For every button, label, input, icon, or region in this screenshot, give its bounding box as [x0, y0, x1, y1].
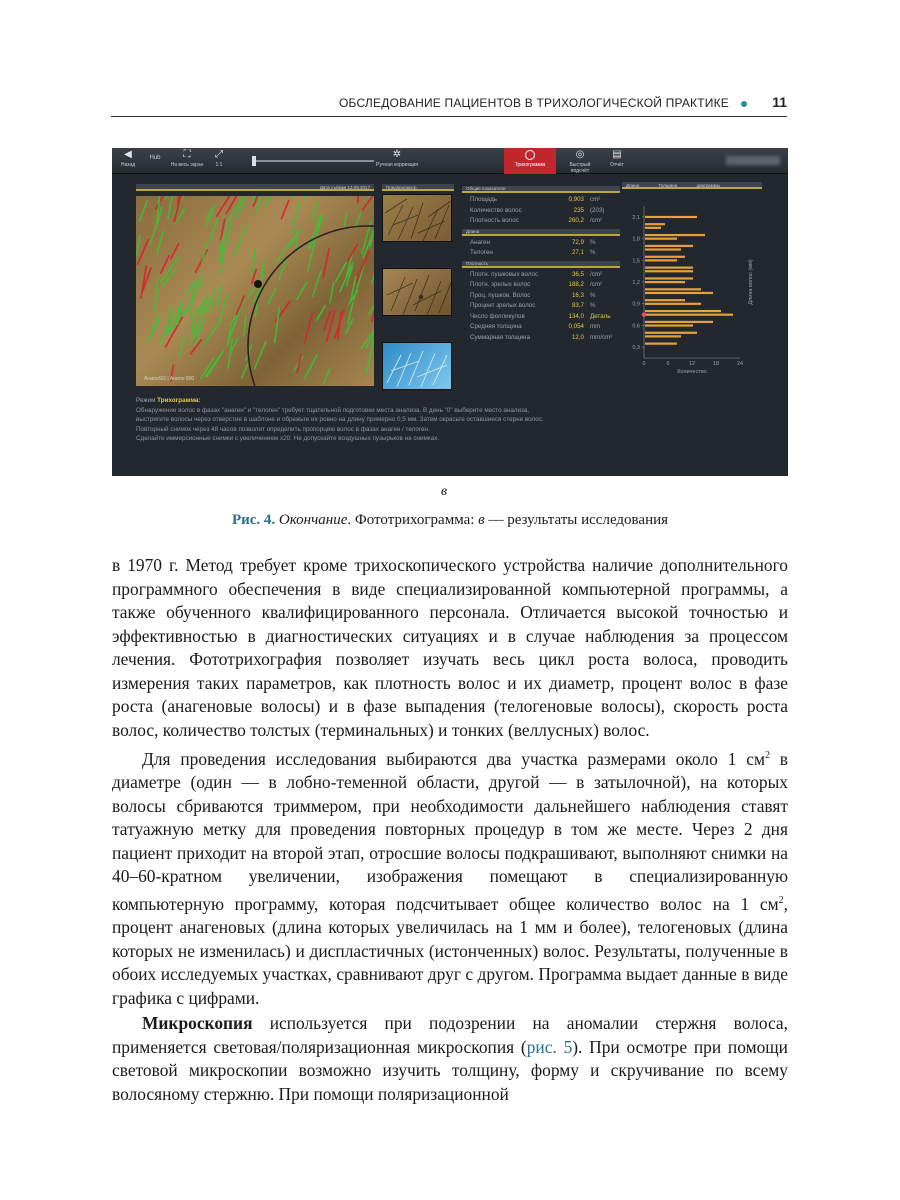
- stat-value: 188,2: [568, 281, 584, 288]
- threshold-marker: [642, 312, 646, 316]
- p2-sup-2: 2: [778, 894, 784, 906]
- stat-label: Процент зрелых волос: [470, 302, 536, 309]
- length-header: Длина: [462, 229, 620, 236]
- telogen-hair-mark: [347, 245, 357, 262]
- histogram-bar: [645, 256, 685, 258]
- y-axis-label: Длина волос (мм): [748, 259, 754, 305]
- mode-instructions: [136, 396, 756, 444]
- telogen-hair-mark: [360, 196, 373, 213]
- anagen-hair-mark: [243, 315, 245, 336]
- tattoo-mark: [254, 280, 262, 288]
- anagen-hair-mark: [242, 361, 249, 378]
- telogen-hair-mark: [358, 196, 361, 202]
- stat-value: 235: [573, 206, 584, 214]
- telogen-hair-mark: [356, 251, 369, 281]
- blurred-user-info: [726, 156, 780, 165]
- mode-line: [136, 396, 756, 406]
- back-label: Назад: [120, 162, 136, 168]
- x-tick-label: 0: [642, 361, 646, 367]
- general-rows: [462, 195, 620, 227]
- telogen-hair-mark: [196, 250, 207, 272]
- zoom-slider[interactable]: [254, 160, 374, 162]
- header-dot-icon: [741, 101, 747, 107]
- anagen-hair-mark: [139, 201, 147, 221]
- anagen-hair-mark: [372, 251, 374, 283]
- trichogram-icon: [525, 150, 535, 160]
- telogen-hair-mark: [161, 256, 169, 273]
- histogram-bar: [645, 216, 697, 218]
- stat-value: 72,9: [571, 238, 584, 246]
- stat-unit: /cm²: [590, 281, 603, 288]
- histogram-bar: [645, 288, 701, 290]
- quick-count-label: Быстрый подсчёт: [569, 162, 591, 174]
- stat-unit: %: [590, 249, 596, 256]
- anagen-hair-mark: [262, 260, 264, 277]
- anagen-hair-mark: [228, 223, 230, 244]
- figure-rest: . Фототрихограмма:: [347, 512, 479, 528]
- thumb-hairs-1: [383, 195, 452, 242]
- preview-label: Предпросмотр: [386, 185, 417, 190]
- figure-5-link[interactable]: рис. 5: [526, 1036, 573, 1057]
- arrow-left-icon: ◀: [124, 149, 132, 160]
- y-tick-label: 0,3: [632, 345, 640, 352]
- mode-prefix: Режим: [136, 397, 156, 404]
- fullscreen-button[interactable]: [170, 150, 204, 168]
- y-tick-label: 0,9: [632, 301, 640, 308]
- zoom-label: 1:1: [215, 162, 223, 168]
- stat-row: [462, 291, 620, 302]
- anagen-hair-mark: [275, 308, 280, 343]
- stat-row: [462, 280, 620, 291]
- y-tick-label: 0,6: [632, 323, 640, 330]
- stat-label: Телоген: [470, 249, 493, 256]
- stat-value: 27,1: [571, 249, 584, 256]
- hub-label: Hub: [149, 155, 161, 161]
- date-label: Дата съёмки: [319, 185, 347, 190]
- histogram-bar: [645, 310, 721, 312]
- hub-button[interactable]: [144, 155, 166, 161]
- histogram-bar: [645, 281, 685, 283]
- figure-caption: [112, 512, 788, 529]
- anagen-hair-mark: [288, 229, 301, 247]
- instruction-line-2: выстригите волосы через отверстие в шаблоне и обрежьте их ровно на длину примерно 0,5 мм. Затем окрасьте оставшиеся стерни волос.: [136, 416, 544, 424]
- wrench-icon: ✲: [392, 149, 402, 160]
- stat-label: Количество волос: [470, 206, 522, 214]
- fullscreen-label: На весь экран: [170, 162, 204, 168]
- mode-name: Трихограмма:: [157, 397, 201, 404]
- hair-overlay: [136, 196, 374, 386]
- x-tick-label: 18: [712, 361, 720, 367]
- anagen-hair-mark: [344, 214, 346, 228]
- anagen-hair-mark: [355, 211, 361, 228]
- anagen-hair-mark: [268, 289, 275, 304]
- chart-tab-length[interactable]: Длина: [626, 183, 640, 188]
- count-icon: ◎: [575, 149, 585, 160]
- anagen-hair-mark: [317, 305, 326, 320]
- stat-label: Плотность волос: [470, 217, 519, 224]
- anagen-hair-mark: [226, 205, 237, 224]
- stat-row: [462, 301, 620, 312]
- p3-part-b: ). При осмотре при помощи световой микроскопии возможно изучить толщину, форму и скручивание по всему волосяному стержню. При помощи поляризационной: [112, 1036, 788, 1104]
- anagen-hair-mark: [147, 320, 159, 341]
- histogram-bar: [645, 270, 693, 272]
- histogram-bar: [645, 332, 697, 334]
- stat-value: 83,7: [571, 302, 584, 309]
- anagen-hair-mark: [252, 250, 255, 274]
- anagen-hair-mark: [309, 215, 322, 248]
- stat-unit: mm: [590, 323, 601, 330]
- histogram-bar: [645, 248, 681, 250]
- anagen-hair-mark: [292, 202, 300, 232]
- quick-count-button[interactable]: [560, 150, 600, 174]
- p3-bold-term: Микроскопия: [142, 1013, 253, 1034]
- stat-row: [462, 238, 620, 249]
- length-histogram: [622, 192, 772, 396]
- p2-part-b: в диаметре (один — в лобно-теменной области, другой — в затылочной), на которых волосы сбриваются триммером, при необходимости дальнейшего наблюдения ставят татуажную метку для проведения повторных процедур в том же месте. Через 2 дня пациент приходит на второй этап, отросшие волосы подкрашивают, выполняют снимки на 40–60-кратном увеличении, изображения помещают в специализированную компьютерную программу, которая подсчитывает общее количество волос на 1 см: [112, 748, 789, 914]
- p2-sup-1: 2: [764, 750, 770, 761]
- figure-tail: — результаты исследования: [484, 512, 669, 528]
- stat-label: Средняя толщина: [470, 323, 522, 330]
- histogram-bar: [645, 245, 693, 247]
- stat-label: Анаген: [470, 238, 490, 246]
- body-text: [112, 554, 788, 1106]
- figure-letter: в: [441, 484, 448, 499]
- x-tick-label: 24: [736, 361, 744, 367]
- preview-thumbnail-2[interactable]: [382, 268, 452, 316]
- histogram-bar: [645, 234, 705, 236]
- histogram-bar: [645, 259, 677, 261]
- anagen-hair-mark: [157, 231, 163, 254]
- fullscreen-icon: ⛶: [183, 149, 191, 160]
- x-tick-label: 12: [688, 361, 696, 367]
- histogram-bar: [645, 292, 713, 294]
- anagen-hair-mark: [234, 226, 246, 256]
- stat-row: [462, 322, 620, 333]
- stat-row: [462, 312, 620, 323]
- stat-unit: %: [590, 302, 596, 309]
- anagen-hair-mark: [220, 295, 226, 321]
- telogen-hair-mark: [327, 311, 335, 341]
- anagen-hair-mark: [265, 196, 278, 206]
- anagen-hair-mark: [155, 278, 158, 310]
- anagen-hair-mark: [136, 235, 140, 256]
- histogram-bar: [645, 321, 713, 323]
- stat-row: [462, 216, 620, 227]
- anagen-hair-mark: [206, 351, 224, 376]
- printer-icon: ▤: [612, 149, 622, 160]
- histogram-bar: [645, 343, 677, 345]
- trichogram-tab[interactable]: [504, 148, 556, 174]
- y-tick-label: 1,5: [632, 258, 640, 265]
- paragraph-2: [112, 744, 788, 1010]
- telogen-hair-mark: [305, 313, 313, 342]
- capture-date: 13.09.2017: [347, 185, 370, 190]
- anagen-hair-mark: [195, 275, 204, 288]
- anagen-hair-mark: [304, 196, 315, 199]
- anagen-hair-mark: [276, 239, 292, 262]
- stat-unit: cm²: [590, 196, 601, 203]
- thumb-hairs-3: [383, 343, 452, 390]
- image-watermark: AramoSG | Aramo 800: [144, 376, 195, 382]
- density-header: Плотность: [462, 261, 620, 268]
- slider-knob[interactable]: [252, 156, 256, 166]
- stat-value: 134,0: [568, 312, 584, 320]
- histogram-bar: [645, 223, 665, 225]
- histogram-bar: [645, 238, 677, 240]
- figure-emph: Окончание: [278, 512, 348, 528]
- instruction-line-4: Сделайте иммерсионные снимки с увеличением x20. Не допускайте воздушных пузырьков на снимках.: [136, 435, 440, 443]
- trichogram-label: Трихограмма: [514, 162, 546, 168]
- stat-row: [462, 248, 620, 259]
- y-tick-label: 2,1: [632, 214, 640, 221]
- x-tick-label: 6: [666, 361, 670, 367]
- x-axis-label: Количество: [677, 369, 707, 375]
- anagen-hair-mark: [204, 321, 221, 344]
- instruction-line-3: Повторный снимок через 48 часов позволит определить пропорцию волос в фазах анаген / телоген.: [136, 425, 430, 433]
- stat-label: Площадь: [470, 196, 497, 203]
- preview-thumbnail-3[interactable]: [382, 342, 452, 390]
- anagen-hair-mark: [340, 263, 353, 292]
- p2-part-c: , процент анагеновых (длина которых увеличилась на 1 мм и более), телогеновых (длина которых не изменилась) и диспластичных (истонченных) волос. Результаты, полученные в обоих исследуемых участках, сравнивают друг с другом. Программа выдает данные в виде графика с цифрами.: [112, 893, 788, 1008]
- stat-label: Проц. пушков. Волос: [470, 291, 531, 299]
- stat-value: 36,5: [571, 270, 584, 278]
- anagen-hair-mark: [330, 283, 334, 303]
- stat-value: 0,054: [568, 323, 584, 330]
- image-header-bar: [136, 184, 374, 191]
- running-header: [111, 93, 787, 117]
- trichoscopy-image[interactable]: [136, 196, 374, 386]
- figure-ref: Рис. 4.: [231, 512, 276, 528]
- chart-tabs-bar: [622, 182, 762, 189]
- y-tick-label: 1,2: [632, 280, 640, 286]
- stat-label: Суммарная толщина: [470, 333, 530, 341]
- stat-value: 12,0: [571, 333, 584, 341]
- anagen-hair-mark: [323, 369, 329, 384]
- preview-thumbnail-1[interactable]: [382, 194, 452, 242]
- y-tick-label: 1,8: [632, 236, 640, 243]
- length-rows: [462, 238, 620, 259]
- anagen-hair-mark: [255, 342, 266, 369]
- preview-header-bar: [382, 184, 454, 191]
- stat-value: 16,3: [571, 291, 584, 299]
- p3-part-a: используется при подозрении на аномалии стержня волоса, применяется световая/поляризационная микроскопия (: [112, 1013, 788, 1057]
- stat-row: [462, 206, 620, 217]
- histogram-bar: [645, 227, 661, 229]
- stat-label: Число фолликулов: [470, 312, 525, 320]
- instruction-line-1: Обнаружение волос в фазах "анаген" и "телоген" требует тщательной подготовки места анализа. В день "0" выберите место анализа,: [136, 406, 530, 414]
- paragraph-1: в 1970 г. Метод требует кроме трихоскопического устройства наличие дополнительного программного обеспечения в виде специализированной компьютерной программы, а также обученного квалифицированного персонала. Отличается высокой точностью и эффективностью в диагностических ситуациях и в случае наблюдения за процессом лечения. Фототрихография позволяет изучать весь цикл роста волоса, проводить измерения таких параметров, как плотность волос и их диаметр, процент волос в фазе роста (анагеновые волосы) и в фазе выпадения (телогеновые волосы), скорость роста волос, количество толстых (терминальных) и тонких (веллусных) волос.: [112, 555, 788, 740]
- template-circle: [248, 226, 374, 386]
- histogram-bar: [645, 277, 693, 279]
- telogen-hair-mark: [171, 244, 179, 259]
- histogram-bar: [645, 303, 701, 305]
- stat-unit: /cm²: [590, 217, 603, 224]
- anagen-hair-mark: [313, 202, 317, 222]
- trichogram-software-screenshot: [112, 148, 788, 476]
- anagen-hair-mark: [180, 336, 185, 356]
- header-title: ОБСЛЕДОВАНИЕ ПАЦИЕНТОВ В ТРИХОЛОГИЧЕСКОЙ ПРАКТИКЕ: [338, 96, 729, 110]
- stat-label: Плотн. пушковых волос: [470, 270, 539, 278]
- statistics-panel: [462, 184, 620, 343]
- stat-unit: mm/cm²: [590, 333, 613, 341]
- paragraph-3: [112, 1012, 788, 1106]
- anagen-hair-mark: [210, 218, 218, 242]
- figure-sub-letter: в: [478, 512, 485, 528]
- zoom-button[interactable]: [212, 150, 226, 168]
- telogen-hair-mark: [323, 249, 329, 278]
- stat-unit[interactable]: Деталь: [590, 312, 611, 320]
- stat-value: 0,903: [568, 196, 584, 203]
- page-number: 11: [772, 94, 787, 110]
- back-button[interactable]: [118, 150, 138, 168]
- anagen-hair-mark: [305, 354, 317, 378]
- histogram-bar: [645, 314, 733, 316]
- stat-row: [462, 333, 620, 344]
- anagen-hair-mark: [292, 196, 300, 197]
- stat-unit: %: [590, 291, 596, 299]
- anagen-hair-mark: [313, 272, 321, 296]
- histogram-bar: [645, 267, 693, 269]
- anagen-hair-mark: [369, 297, 374, 314]
- anagen-hair-mark: [241, 196, 253, 210]
- app-toolbar: [112, 148, 788, 174]
- thumb-hairs-2: [383, 269, 452, 316]
- stat-unit: (203): [590, 206, 605, 214]
- anagen-hair-mark: [218, 285, 221, 306]
- chart-tab-diagrams[interactable]: диаграммы: [696, 183, 721, 188]
- anagen-hair-mark: [297, 283, 307, 300]
- anagen-hair-mark: [346, 320, 353, 334]
- histogram-bar: [645, 299, 685, 301]
- histogram-bar: [645, 335, 681, 337]
- general-indicators-header: Общие показатели: [462, 186, 620, 193]
- histogram-bar: [645, 324, 693, 326]
- anagen-hair-mark: [150, 221, 159, 244]
- chart-tab-thickness[interactable]: Толщина: [658, 183, 678, 188]
- stat-row: [462, 270, 620, 281]
- zoom-icon: ⤢: [215, 149, 223, 160]
- length-histogram-panel: [622, 182, 772, 392]
- report-button[interactable]: [606, 150, 628, 168]
- stat-value: 260,2: [568, 217, 584, 224]
- stat-unit: /cm²: [590, 270, 603, 278]
- manual-correction-button[interactable]: [374, 150, 420, 168]
- stat-unit: %: [590, 238, 596, 246]
- stat-row: [462, 195, 620, 206]
- telogen-hair-mark: [281, 200, 288, 218]
- p2-part-a: Для проведения исследования выбираются два участка размерами около 1 см: [142, 748, 765, 769]
- report-label: Отчёт: [610, 162, 624, 168]
- density-rows: [462, 270, 620, 344]
- stat-label: Плотн. зрелых волос: [470, 281, 531, 288]
- anagen-hair-mark: [168, 196, 174, 219]
- manual-correction-label: Ручная коррекция: [376, 162, 418, 168]
